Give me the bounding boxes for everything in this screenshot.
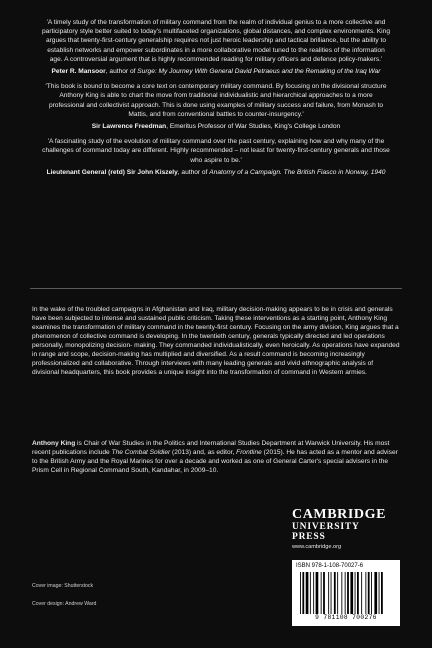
isbn-label: ISBN 978-1-108-70027-6 <box>296 563 364 569</box>
book-title: Surge: My Journey With General David Petraeus and the Remaking of the Iraq War <box>137 68 381 76</box>
publication-title: Frontline <box>236 448 262 456</box>
barcode-stripe <box>381 572 383 614</box>
bio-text: (2015). He has acted as a mentor and adviser to the British Army and the Royal Marines for over a decade and worked as one of General Carter's special advisers in the Prism Cell in Regional Command South, Kandahar, in 2009–10. <box>32 448 398 474</box>
barcode <box>292 560 400 626</box>
publisher-website: www.cambridge.org <box>292 544 342 550</box>
affiliation: , author of <box>177 168 210 176</box>
quote-text: 'A timely study of the transformation of military command from the realm of individual genius to a more collective and participatory style better suited to today's multifaceted organizations, global distances, and complex environments. King argues that twenty-first-century generalship requires not just heroic leadership and tactical brilliance, but the ability to establish networks and empower subordinates in a more collaborative model tuned to the realities of the information age. A controversial argument that is highly recommended reading for military officers and defence policy-makers.' <box>42 19 390 63</box>
barcode-stripe <box>321 572 322 614</box>
affiliation: , Emeritus Professor of War Studies, King's College London <box>166 123 341 131</box>
publisher-press: UNIVERSITY PRESS <box>292 522 360 542</box>
quote-attribution <box>42 168 390 177</box>
divider <box>30 288 402 289</box>
quote-attribution <box>42 122 390 131</box>
cover-design-credit: Cover design: Andrew Ward <box>32 601 97 607</box>
barcode-stripe <box>313 572 314 614</box>
barcode-stripe <box>355 572 356 614</box>
barcode-stripe <box>361 572 362 614</box>
endorsement-3 <box>42 137 390 177</box>
book-title: Anatomy of a Campaign. The British Fiasco in Norway, 1940 <box>209 168 386 176</box>
barcode-stripe <box>302 572 304 614</box>
barcode-stripe <box>368 572 370 614</box>
barcode-stripe <box>328 572 329 614</box>
publisher-name: CAMBRIDGE <box>292 507 387 522</box>
endorsement-1 <box>42 18 390 76</box>
barcode-stripe <box>300 572 301 614</box>
barcode-stripe <box>310 572 311 614</box>
barcode-stripe <box>345 572 346 614</box>
barcode-stripe <box>316 572 319 614</box>
barcode-stripe <box>374 572 377 614</box>
affiliation: , author of <box>105 68 138 76</box>
cover-image-credit: Cover image: Shutterstock <box>32 583 94 589</box>
barcode-number: 9 781108 700276 <box>315 614 377 621</box>
barcode-stripe <box>357 572 359 614</box>
bio-text: is Chair of War Studies in the Politics and International Studies Department at Warwick University. His most recent publications include <box>32 439 390 456</box>
barcode-stripe <box>365 572 366 614</box>
book-description: In the wake of the troubled campaigns in Afghanistan and Iraq, military decision-making appears to be in crisis and generals have been subjected to intense and sustained public criticism. Taking these interventions as a starting point, Anthony King examines the transformation of military command in the twenty-first century. Focusing on the army division, King argues that a phenomenon of collective command is developing. In the twentieth century, generals typically directed and led operations personally, monopolizing decision- making. They commanded individualistically, even heroically. As operations have expanded in range and scope, decision-making has multiplied and diversified. As a result command is becoming increasingly professionalized and collaborative. Through interviews with many leading generals and vivid ethnographic analysis of divisional headquarters, this book provides a unique insight into the transformation of command in Western armies. <box>32 305 400 377</box>
bio-text: (2013) and, as editor, <box>170 448 237 456</box>
barcode-stripe <box>371 572 372 614</box>
publication-title: The Combat Soldier <box>111 448 171 456</box>
author-bio <box>32 439 402 475</box>
author-name: Anthony King <box>32 439 76 447</box>
quote-text: 'A fascinating study of the evolution of military command over the past century, explaining how and why many of the challenges of command today are different. Highly recommended – not least for twenty-first-century generals and those who aspire to be.' <box>42 138 390 164</box>
quote-attribution <box>42 67 390 76</box>
publisher-logo <box>292 507 390 550</box>
barcode-bars <box>300 572 392 614</box>
barcode-stripe <box>331 572 332 614</box>
barcode-stripe <box>334 572 336 614</box>
barcode-stripe <box>347 572 349 614</box>
barcode-stripe <box>341 572 342 614</box>
barcode-stripe <box>306 572 309 614</box>
endorser-name: Sir Lawrence Freedman <box>91 123 167 131</box>
endorsements <box>42 18 390 183</box>
endorsement-2 <box>42 82 390 131</box>
barcode-stripe <box>350 572 353 614</box>
endorser-name: Peter R. Mansoor <box>51 68 106 76</box>
barcode-stripe <box>337 572 338 614</box>
quote-text: 'This book is bound to become a core text on contemporary military command. By focusing on the divisional structure Anthony King is able to chart the move from traditional individualistic and hierarchical approaches to a more professional and collectivist approach. This is done using examples of military success and failure, from Monash to Mattis, and from conventional battles to counter-insurgency.' <box>45 83 387 118</box>
barcode-stripe <box>379 572 380 614</box>
endorser-name: Lieutenant General (retd) Sir John Kiszely <box>46 168 178 176</box>
barcode-stripe <box>323 572 325 614</box>
